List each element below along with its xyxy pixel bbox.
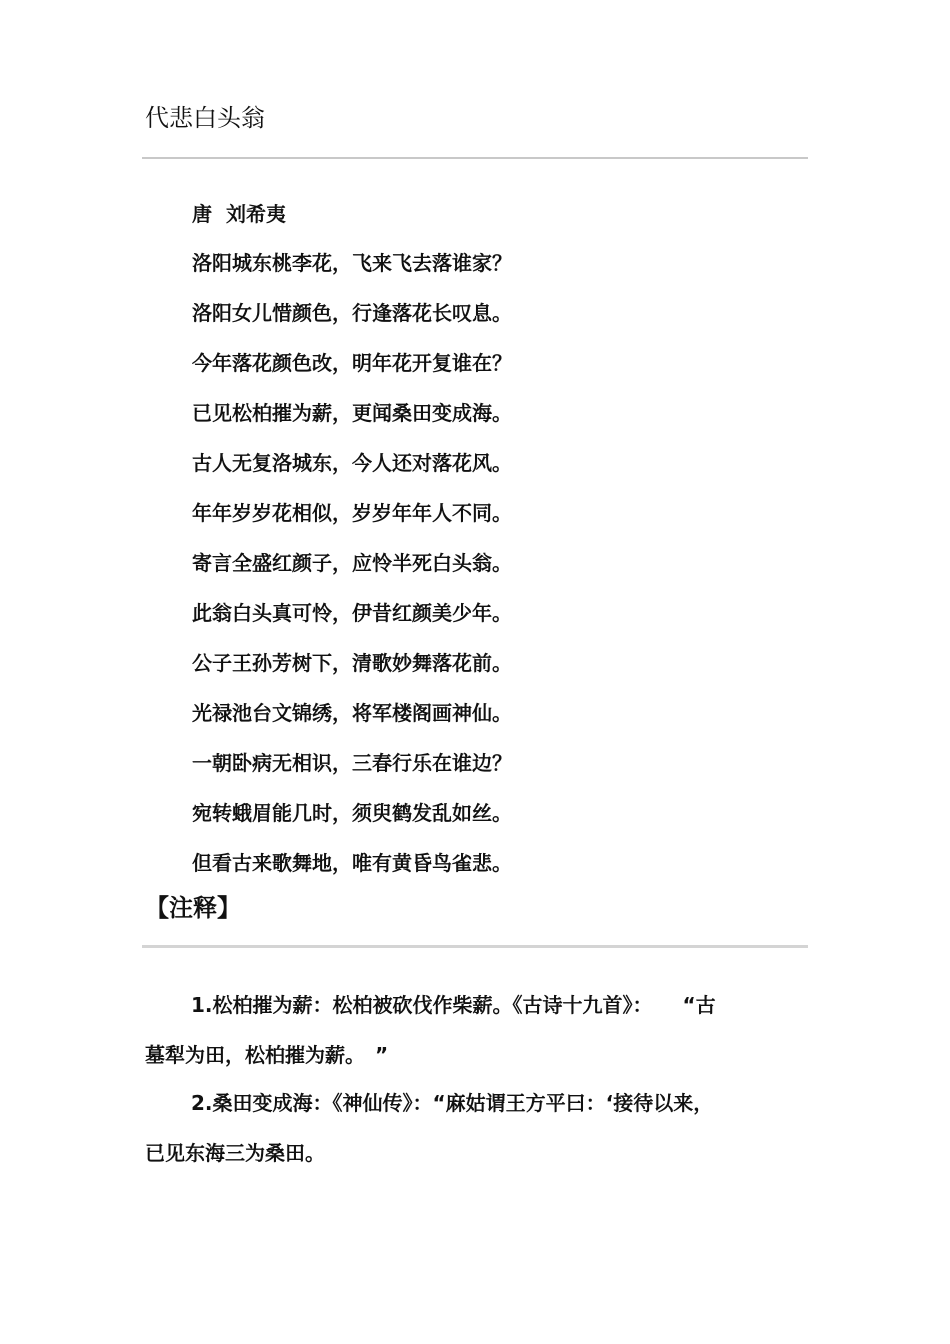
poem-line: 寄言全盛红颜子，应怜半死白头翁。 bbox=[192, 551, 512, 575]
notes-divider bbox=[142, 945, 808, 948]
note-continuation: 已见东海三为桑田。 bbox=[145, 1141, 325, 1165]
poem-body bbox=[192, 238, 512, 888]
note-item bbox=[145, 1078, 805, 1178]
note-item bbox=[145, 980, 805, 1080]
poem-line: 光禄池台文锦绣，将军楼阁画神仙。 bbox=[192, 701, 512, 725]
poem-line: 洛阳女儿惜颜色，行逢落花长叹息。 bbox=[192, 301, 512, 325]
note-text: 桑田变成海：《神仙传》：“麻姑谓王方平曰：‘接待以来， bbox=[212, 1091, 714, 1115]
poem-line: 今年落花颜色改，明年花开复谁在？ bbox=[192, 351, 512, 375]
note-text: 松柏摧为薪：松柏被砍伐作柴薪。《古诗十九首》： “古 bbox=[212, 993, 716, 1017]
author-line bbox=[192, 196, 300, 232]
poem-line: 公子王孙芳树下，清歌妙舞落花前。 bbox=[192, 651, 512, 675]
title-divider bbox=[142, 157, 808, 159]
notes-heading: 【注释】 bbox=[145, 894, 241, 922]
poem-line: 古人无复洛城东，今人还对落花风。 bbox=[192, 451, 512, 475]
poem-line: 一朝卧病无相识，三春行乐在谁边？ bbox=[192, 751, 512, 775]
author-dynasty: 唐 bbox=[192, 202, 212, 226]
poem-line: 年年岁岁花相似，岁岁年年人不同。 bbox=[192, 501, 512, 525]
author-name: 刘希夷 bbox=[226, 202, 286, 226]
poem-line: 宛转蛾眉能几时，须臾鹤发乱如丝。 bbox=[192, 801, 512, 825]
note-first-line bbox=[145, 980, 805, 1030]
note-number: 2. bbox=[191, 1091, 213, 1115]
poem-line: 但看古来歌舞地，唯有黄昏鸟雀悲。 bbox=[192, 851, 512, 875]
poem-line: 已见松柏摧为薪，更闻桑田变成海。 bbox=[192, 401, 512, 425]
note-first-line bbox=[145, 1078, 805, 1128]
note-number: 1. bbox=[191, 993, 213, 1017]
page-title: 代悲白头翁 bbox=[145, 104, 265, 132]
poem-line: 此翁白头真可怜，伊昔红颜美少年。 bbox=[192, 601, 512, 625]
poem-line: 洛阳城东桃李花，飞来飞去落谁家？ bbox=[192, 251, 512, 275]
note-continuation: 墓犁为田，松柏摧为薪。 ” bbox=[145, 1043, 389, 1067]
